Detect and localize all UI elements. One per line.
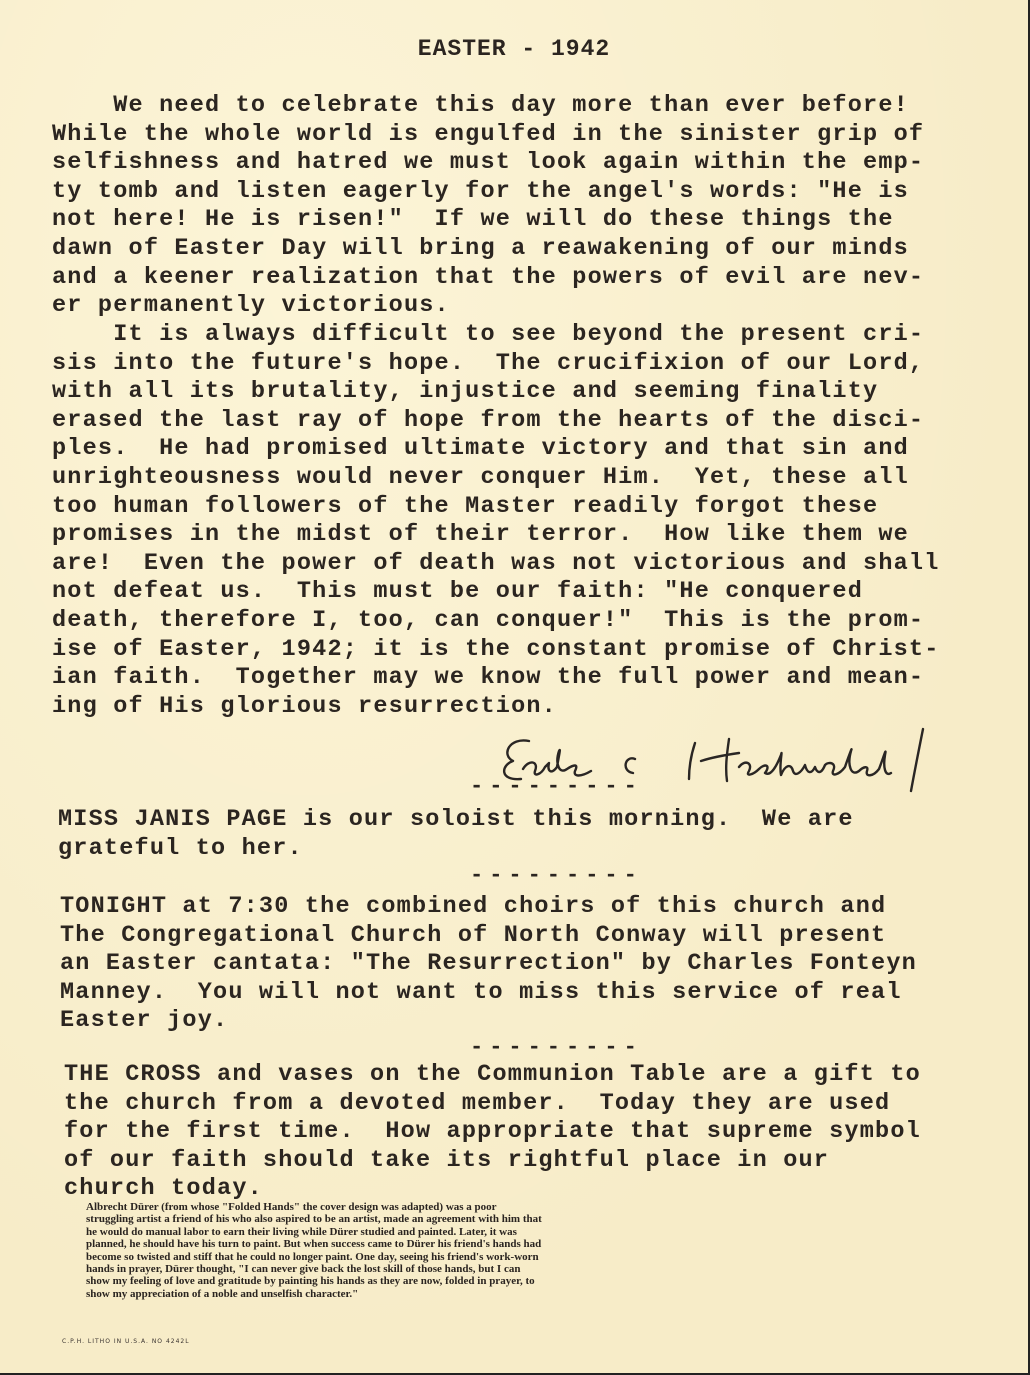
footnote-line: show my appreciation of a noble and unselfish character." — [86, 1287, 359, 1300]
text-line: ing of His glorious resurrection. — [52, 692, 557, 720]
text-line: unrighteousness would never conquer Him. Yet, these all — [52, 463, 909, 491]
text-line: While the whole world is engulfed in the sinister grip of — [52, 120, 925, 148]
text-line: ise of Easter, 1942; it is the constant promise of Christ- — [52, 635, 940, 663]
notice-cross-gift — [64, 1061, 1024, 1204]
footnote-line: show my feeling of love and gratitude by painting his hands as they are now, folded in prayer, to — [86, 1275, 535, 1288]
text-line: er permanently victorious. — [52, 292, 450, 320]
text-line: We need to celebrate this day more than ever before! — [52, 92, 909, 119]
text-line: ples. He had promised ultimate victory and that sin and — [52, 435, 909, 463]
footnote-line: planned, he should have his turn to paint. But when success came to Dürer his friend's hands had — [86, 1238, 542, 1251]
text-line: and a keener realization that the powers of evil are nev- — [52, 263, 925, 291]
paragraph-1 — [52, 92, 1012, 321]
text-line: promises in the midst of their terror. How like them we — [52, 521, 909, 549]
text-line: MISS JANIS PAGE is our soloist this morning. We are — [58, 806, 854, 833]
text-line: sis into the future's hope. The crucifixion of our Lord, — [52, 349, 925, 377]
text-line: grateful to her. — [58, 834, 303, 862]
text-line: too human followers of the Master readily forgot these — [52, 492, 879, 520]
text-line: an Easter cantata: "The Resurrection" by Charles Fonteyn — [60, 950, 917, 978]
cover-design-footnote — [86, 1201, 916, 1300]
footnote-line: he would do manual labor to earn their living while Dürer studied and painted. Later, it was — [86, 1225, 517, 1238]
text-line: erased the last ray of hope from the hearts of the disci- — [52, 406, 925, 434]
text-line: THE CROSS and vases on the Communion Table are a gift to — [64, 1061, 921, 1088]
text-line: for the first time. How appropriate that supreme symbol — [64, 1118, 921, 1146]
text-line: church today. — [64, 1175, 263, 1203]
text-line: ian faith. Together may we know the full power and mean- — [52, 664, 925, 692]
printer-imprint: C.P.H. LITHO IN U.S.A. NO 4242L — [62, 1338, 190, 1345]
text-line: Easter joy. — [60, 1007, 229, 1035]
text-line: dawn of Easter Day will bring a reawakening of our minds — [52, 234, 909, 262]
footnote-line: struggling artist a friend of his who also aspired to be an artist, made an agreement with him that — [86, 1213, 542, 1226]
text-line: TONIGHT at 7:30 the combined choirs of this church and — [60, 893, 887, 920]
page-title: EASTER - 1942 — [417, 36, 611, 62]
paragraph-2 — [52, 321, 1012, 721]
text-line: the church from a devoted member. Today they are used — [64, 1089, 891, 1117]
text-line: with all its brutality, injustice and seeming finality — [52, 378, 879, 406]
footnote-line: hands in prayer, Dürer thought, "I can never give back the lost skill of those hands, but I can — [86, 1263, 521, 1276]
text-line: not defeat us. This must be our faith: "He conquered — [52, 578, 864, 606]
text-line: death, therefore I, too, can conquer!" This is the prom- — [52, 606, 925, 634]
notice-soloist — [58, 806, 1018, 863]
text-line: Manney. You will not want to miss this service of real — [60, 978, 902, 1006]
text-line: are! Even the power of death was not victorious and shall — [52, 549, 940, 577]
separator-dashes: --------- — [470, 863, 643, 888]
text-line: of our faith should take its rightful place in our — [64, 1146, 830, 1174]
footnote-line: become so twisted and stiff that he could no longer paint. One day, seeing his friend's work-worn — [86, 1250, 539, 1263]
notice-cantata — [60, 893, 1020, 1036]
separator-dashes: --------- — [470, 774, 643, 799]
footnote-line: Albrecht Dürer (from whose "Folded Hands" the cover design was adapted) was a poor — [86, 1201, 497, 1213]
text-line: The Congregational Church of North Conway will present — [60, 921, 887, 949]
text-line: selfishness and hatred we must look again within the emp- — [52, 149, 925, 177]
text-line: It is always difficult to see beyond the present cri- — [52, 321, 925, 348]
separator-dashes: --------- — [470, 1035, 643, 1060]
text-line: not here! He is risen!" If we will do these things the — [52, 206, 894, 234]
text-line: ty tomb and listen eagerly for the angel's words: "He is — [52, 177, 909, 205]
